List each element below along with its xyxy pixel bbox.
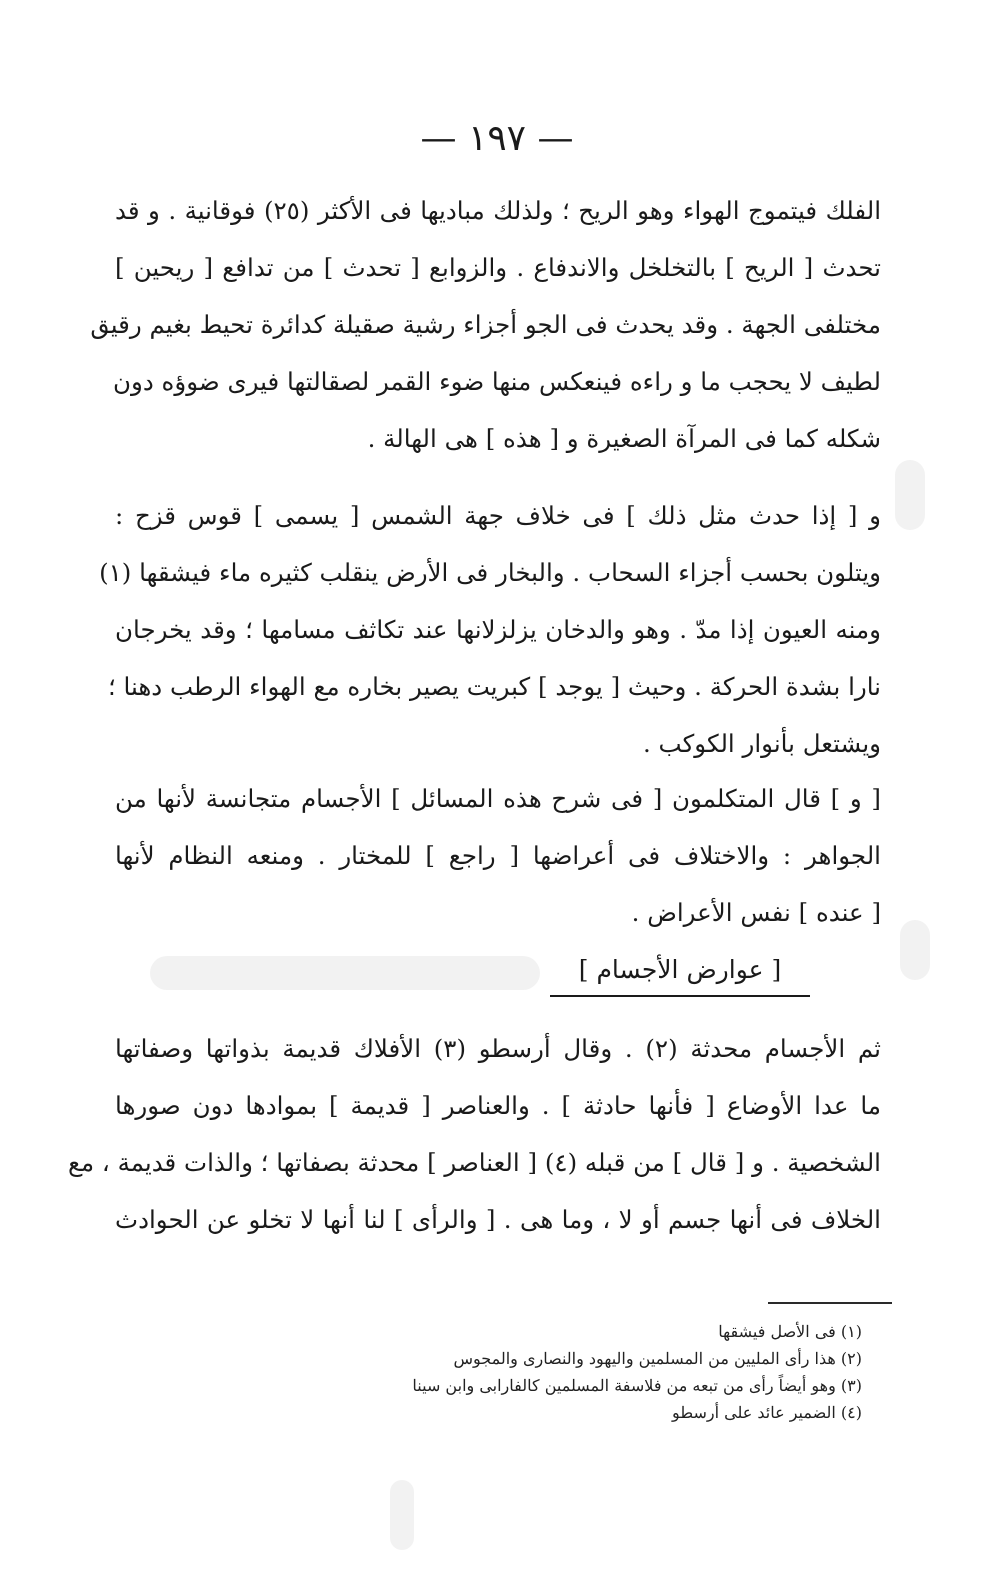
text-line: ما عدا الأوضاع [ فأنها حادثة ] . والعناصر [ قديمة ] بموادها دون صورها bbox=[115, 1091, 881, 1120]
text-line: لطيف لا يحجب ما و راءه فينعكس منها ضوء القمر لصقالتها فيرى ضوؤه دون bbox=[113, 367, 881, 396]
text-line: الجواهر : والاختلاف فى أعراضها [ راجع ] للمختار . ومنعه النظام لأنها bbox=[115, 841, 881, 870]
footnotes bbox=[280, 1318, 862, 1426]
footnote: (٢) هذا رأى المليين من المسلمين واليهود والنصارى والمجوس bbox=[453, 1349, 862, 1368]
scan-smudge bbox=[390, 1480, 414, 1550]
paragraph-1 bbox=[90, 182, 882, 467]
text-line: نارا بشدة الحركة . وحيث [ يوجد ] كبريت يصير بخاره مع الهواء الرطب دهنا ؛ bbox=[107, 672, 881, 701]
text-line: شكله كما فى المرآة الصغيرة و [ هذه ] هى الهالة . bbox=[367, 424, 881, 453]
footnote: (٣) وهو أيضاً رأى من تبعه من فلاسفة المسلمين كالفارابى وابن سينا bbox=[412, 1376, 862, 1395]
scan-smudge bbox=[900, 920, 930, 980]
heading-underline bbox=[550, 995, 810, 997]
text-line: و [ إذا حدث مثل ذلك ] فى خلاف جهة الشمس [ يسمى ] قوس قزح : bbox=[115, 501, 881, 530]
text-line: مختلفى الجهة . وقد يحدث فى الجو أجزاء رشية صقيلة كدائرة تحيط بغيم رقيق bbox=[90, 310, 881, 339]
text-line: [ و ] قال المتكلمون [ فى شرح هذه المسائل ] الأجسام متجانسة لأنها من bbox=[115, 784, 881, 813]
text-line: الشخصية . و [ قال ] من قبله (٤) [ العناصر ] محدثة بصفاتها ؛ والذات قديمة ، مع bbox=[67, 1148, 881, 1177]
paragraph-3 bbox=[115, 770, 881, 941]
text-line: الفلك فيتموج الهواء وهو الريح ؛ ولذلك مباديها فى الأكثر (٢٥) فوقانية . و قد bbox=[115, 196, 882, 225]
text-line: [ عنده ] نفس الأعراض . bbox=[631, 898, 881, 927]
scan-smudge bbox=[150, 956, 540, 990]
text-line: ومنه العيون إذا مدّ . وهو والدخان يزلزلانها عند تكاثف مسامها ؛ وقد يخرجان bbox=[115, 615, 881, 644]
text-line: ويشتعل بأنوار الكوكب . bbox=[642, 729, 881, 758]
paragraph-4 bbox=[67, 1020, 881, 1248]
section-heading-text: [ عوارض الأجسام ] bbox=[578, 955, 782, 984]
scan-smudge bbox=[895, 460, 925, 530]
text-line: ثم الأجسام محدثة (٢) . وقال أرسطو (٣) الأفلاك قديمة بذواتها وصفاتها bbox=[115, 1034, 881, 1063]
page-number: — ١٩٧ — bbox=[420, 118, 574, 159]
text-line: تحدث [ الريح ] بالتخلخل والاندفاع . والزوابع [ تحدث ] من تدافع [ ريحين ] bbox=[115, 253, 881, 282]
text-line: الخلاف فى أنها جسم أو لا ، وما هى . [ والرأى ] لنا أنها لا تخلو عن الحوادث bbox=[115, 1205, 881, 1234]
section-heading bbox=[540, 945, 820, 995]
footnote-divider bbox=[768, 1302, 892, 1304]
paragraph-2 bbox=[99, 487, 881, 772]
footnote: (٤) الضمير عائد على أرسطو bbox=[672, 1403, 862, 1422]
text-line: ويتلون بحسب أجزاء السحاب . والبخار فى الأرض ينقلب كثيره ماء فيشقها (١) bbox=[99, 558, 881, 587]
footnote: (١) فى الأصل فيشقها bbox=[718, 1322, 862, 1341]
